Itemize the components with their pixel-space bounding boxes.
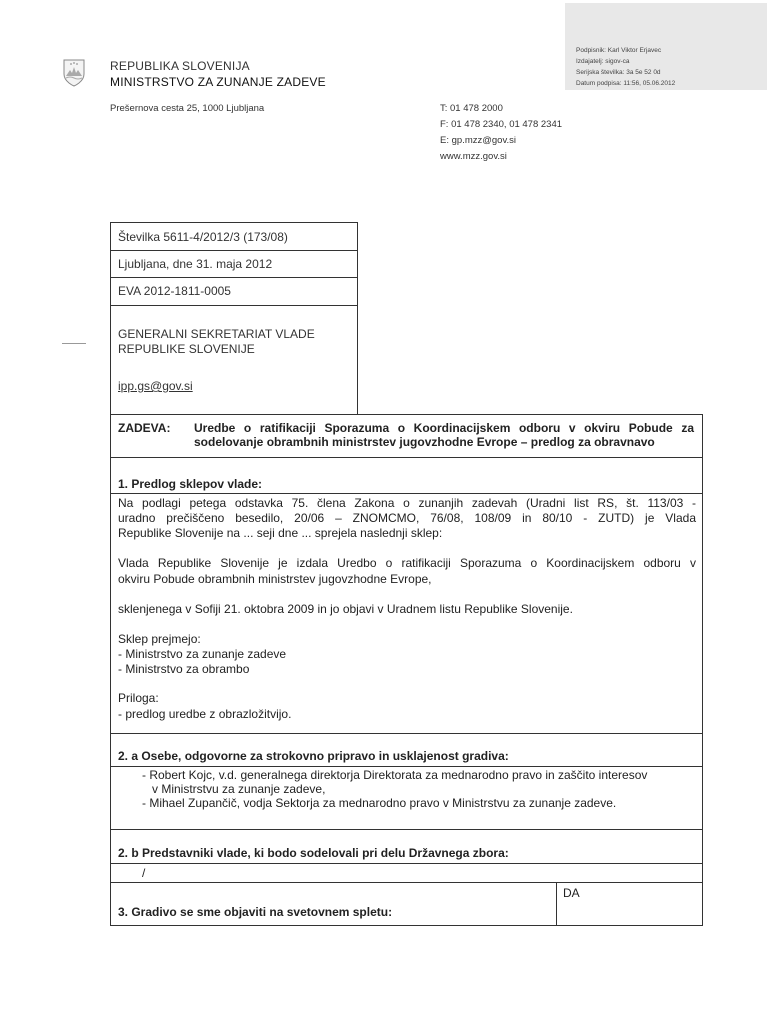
recipient-email-link[interactable]: ipp.gs@gov.si <box>118 379 193 393</box>
responsible-person: - Mihael Zupančič, vodja Sektorja za mednarodno pravo v Ministrstvu za zunanje zadeve. <box>142 796 617 810</box>
digital-signature-box <box>565 3 767 90</box>
document-eva: EVA 2012-1811-0005 <box>118 284 231 298</box>
org-phone: T: 01 478 2000 <box>440 103 503 114</box>
divider <box>111 863 702 864</box>
org-email[interactable]: E: gp.mzz@gov.si <box>440 135 516 146</box>
signature-date: Datum podpisa: 11:56, 05.06.2012 <box>576 80 676 87</box>
signature-signer: Podpisnik: Karl Viktor Erjavec <box>576 47 662 54</box>
document-date: Ljubljana, dne 31. maja 2012 <box>118 257 273 271</box>
recipient-line2: REPUBLIKE SLOVENIJE <box>118 342 255 356</box>
divider <box>111 733 702 734</box>
recipient-item: - Ministrstvo za zunanje zadeve <box>118 647 287 661</box>
org-address: Prešernova cesta 25, 1000 Ljubljana <box>110 103 265 114</box>
section1-p3: sklenjenega v Sofiji 21. oktobra 2009 in jo objavi v Uradnem listu Republike Slovenije. <box>118 602 573 616</box>
section1-p1-line1: Na podlagi petega odstavka 75. člena Zakona o zunanjih zadevah (Uradni list RS, št. 113/03 - <box>118 496 696 510</box>
section1-p1-line2: uradno prečiščeno besedilo, 20/06 – ZNOMCMO, 76/08, 108/09 in 80/10 - ZUTD) je Vlada <box>118 511 696 525</box>
signature-serial: Serijska številka: 3a 5e 52 0d <box>576 69 661 76</box>
section2b-heading: 2. b Predstavniki vlade, ki bodo sodelovali pri delu Državnega zbora: <box>118 846 509 860</box>
coat-of-arms-icon <box>62 58 86 88</box>
responsible-person-cont: v Ministrstvu za zunanje zadeve, <box>152 782 326 796</box>
attachment-label: Priloga: <box>118 691 159 705</box>
divider <box>111 766 702 767</box>
government-representatives: / <box>142 866 146 880</box>
org-name-line1: REPUBLIKA SLOVENIJA <box>110 59 250 73</box>
section3-heading: 3. Gradivo se sme objaviti na svetovnem spletu: <box>118 905 393 919</box>
section2a-heading: 2. a Osebe, odgovorne za strokovno pripravo in usklajenost gradiva: <box>118 749 509 763</box>
recipient-line1: GENERALNI SEKRETARIAT VLADE <box>118 327 315 341</box>
web-publication-value: DA <box>563 886 580 900</box>
section1-p1-line3: Republike Slovenije na ... seji dne ... sprejela naslednji sklep: <box>118 526 443 540</box>
divider <box>111 493 702 494</box>
divider <box>111 457 702 458</box>
section1-p2-line1: Vlada Republike Slovenije je izdala Uredbo o ratifikaciji Sporazuma o Koordinacijskem odboru v <box>118 556 696 570</box>
org-website[interactable]: www.mzz.gov.si <box>440 151 507 162</box>
fold-marker <box>62 343 86 344</box>
meta-date-row <box>111 250 357 278</box>
attachment-item: - predlog uredbe z obrazložitvijo. <box>118 707 292 721</box>
divider <box>111 882 702 883</box>
subject-line2: sodelovanje obrambnih ministrstev jugovzhodne Evrope – predlog za obravnavo <box>194 435 655 449</box>
subject-line1: Uredbe o ratifikaciji Sporazuma o Koordinacijskem odboru v okviru Pobude za <box>194 421 694 435</box>
org-fax: F: 01 478 2340, 01 478 2341 <box>440 119 563 130</box>
section1-p2-line2: okviru Pobude obrambnih ministrstev jugovzhodne Evrope, <box>118 572 432 586</box>
document-meta-box <box>110 222 358 415</box>
recipients-label: Sklep prejmejo: <box>118 632 201 646</box>
meta-eva-row <box>111 277 357 306</box>
signature-issuer: Izdajatelj: sigov-ca <box>576 58 630 65</box>
responsible-person: - Robert Kojc, v.d. generalnega direktorja Direktorata za mednarodno pravo in zaščito interesov <box>142 768 648 782</box>
section1-heading: 1. Predlog sklepov vlade: <box>118 477 263 491</box>
meta-number-row <box>111 223 357 251</box>
subject-label: ZADEVA: <box>118 421 171 435</box>
proposal-table <box>110 414 703 926</box>
column-divider <box>556 882 557 925</box>
divider <box>111 829 702 830</box>
recipient-item: - Ministrstvo za obrambo <box>118 662 250 676</box>
document-number: Številka 5611-4/2012/3 (173/08) <box>118 230 288 244</box>
org-name-line2: MINISTRSTVO ZA ZUNANJE ZADEVE <box>110 75 326 89</box>
